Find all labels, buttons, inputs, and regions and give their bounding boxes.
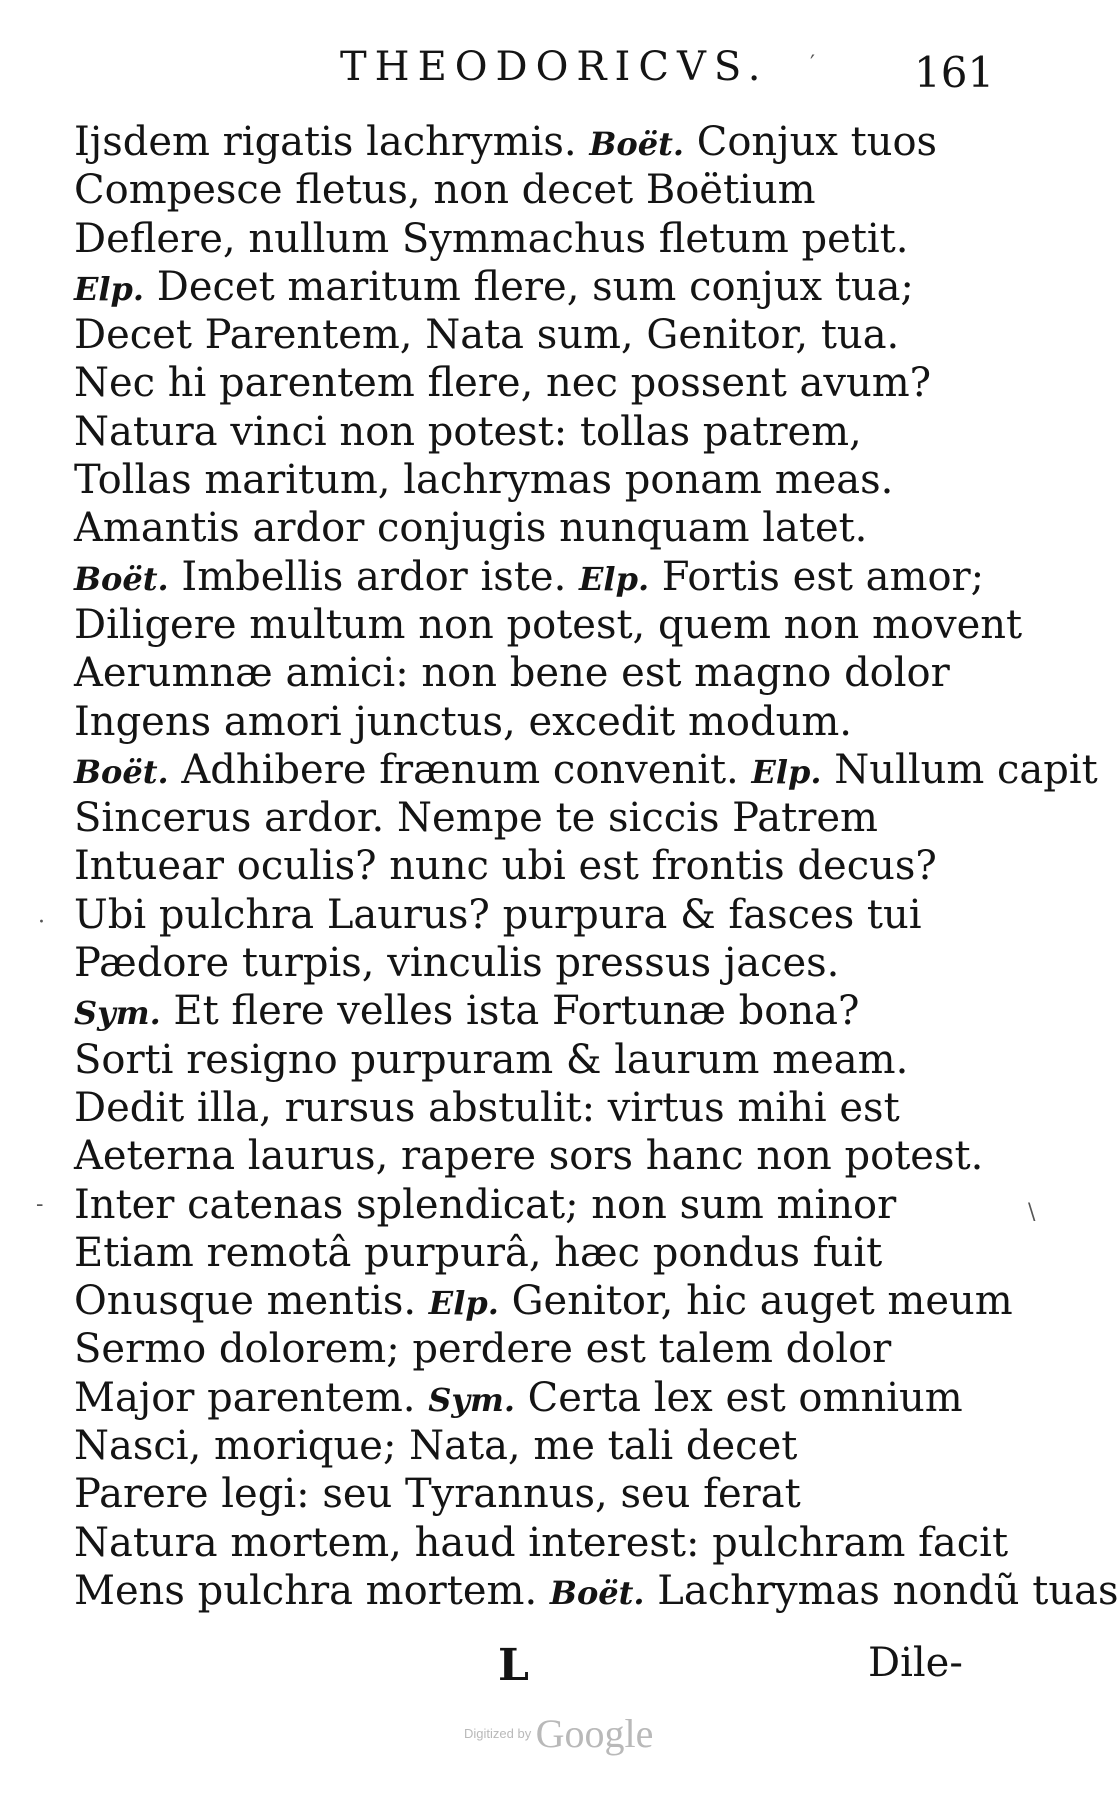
watermark-prefix: Digitized by (464, 1726, 532, 1741)
verse-segment: Dedit illa, rursus abstulit: virtus mihi est (74, 1084, 900, 1131)
verse-segment: Parere legi: seu Tyrannus, seu ferat (74, 1471, 801, 1518)
speaker-label: Sym. (74, 994, 161, 1033)
speaker-label: Sym. (428, 1380, 515, 1419)
speaker-label: Boët. (74, 752, 169, 791)
verse-segment: Genitor, hic auget meum (498, 1278, 1013, 1325)
verse-segment: Diligere multum non potest, quem non movent (74, 601, 1023, 648)
verse-line (74, 891, 1074, 939)
verse-segment: Deflere, nullum Symmachus fletum petit. (74, 215, 909, 262)
verse-segment: Sincerus ardor. Nempe te siccis Patrem (74, 795, 878, 842)
verse-segment: Fortis est amor; (649, 553, 985, 600)
running-head: THEODORICVS. (340, 44, 769, 90)
verse-line (74, 939, 1074, 987)
verse-line (74, 987, 1074, 1035)
verse-segment: Major parentem. (74, 1374, 429, 1421)
verse-line (74, 1422, 1074, 1470)
verse-line (74, 1325, 1074, 1373)
verse-segment: Conjux tuos (684, 119, 938, 165)
verse-segment: Nullum capit (821, 746, 1098, 793)
stray-mark: \ (1028, 1200, 1036, 1225)
verse-segment: Et flere velles ista Fortunæ bona? (160, 988, 860, 1035)
digitization-watermark (464, 1710, 653, 1757)
verse-segment: Mens pulchra mortem. (74, 1567, 550, 1614)
verse-line (74, 1181, 1074, 1229)
stray-mark: · (38, 910, 45, 935)
verse-segment: Ubi pulchra Laurus? purpura & fasces tui (74, 891, 922, 938)
verse-line (74, 311, 1074, 359)
verse-line (74, 1374, 1074, 1422)
verse-segment: Decet Parentem, Nata sum, Genitor, tua. (74, 312, 900, 359)
verse-line (74, 746, 1098, 794)
speaker-label: Boët. (549, 1573, 645, 1612)
verse-segment: Nec hi parentem flere, nec possent avum? (74, 360, 932, 407)
verse-segment: Tollas maritum, lachrymas ponam meas. (74, 457, 894, 504)
verse-line (74, 842, 1074, 890)
verse-segment: Nasci, morique; Nata, me tali decet (74, 1423, 798, 1470)
stray-mark: - (36, 1192, 44, 1217)
verse-line (74, 408, 1074, 456)
verse-segment: Onusque mentis. (74, 1278, 429, 1325)
verse-segment: Compesce fletus, non decet Boëtium (74, 167, 816, 214)
verse-line (74, 1567, 1118, 1615)
verse-line (74, 263, 1074, 311)
watermark-brand: Google (535, 1711, 654, 1756)
verse-segment: Aeterna laurus, rapere sors hanc non potest. (74, 1133, 984, 1180)
signature-mark: L (498, 1640, 529, 1691)
verse-segment: Lachrymas nondũ tuas (644, 1567, 1118, 1614)
speaker-label: Elp. (751, 752, 822, 791)
verse-line (74, 1519, 1074, 1567)
verse-segment: Ingens amori junctus, excedit modum. (74, 698, 852, 745)
verse-line (74, 456, 1074, 504)
verse-segment: Natura vinci non potest: tollas patrem, (74, 408, 862, 455)
verse-line (74, 166, 1074, 214)
verse-segment: Aerumnæ amici: non bene est magno dolor (74, 650, 950, 697)
verse-segment: Natura mortem, haud interest: pulchram facit (74, 1519, 1009, 1566)
verse-line (74, 601, 1074, 649)
verse-line (74, 1470, 1074, 1518)
verse-segment: Etiam remotâ purpurâ, hæc pondus fuit (74, 1229, 883, 1276)
verse-line (74, 649, 1074, 697)
page-number: 161 (914, 48, 995, 97)
verse-line (74, 698, 1074, 746)
speaker-label: Elp. (74, 269, 145, 308)
speaker-label: Boët. (589, 125, 685, 163)
stray-mark: ′ (810, 52, 815, 77)
verse-segment: Inter catenas splendicat; non sum minor (74, 1181, 897, 1228)
verse-line (74, 118, 1074, 166)
verse-segment: Sorti resigno purpuram & laurum meam. (74, 1036, 909, 1083)
verse-line (74, 359, 1074, 407)
verse-segment: Pædore turpis, vinculis pressus jaces. (74, 940, 840, 987)
verse-line (74, 1229, 1074, 1277)
verse-segment: Intuear oculis? nunc ubi est frontis decus? (74, 843, 937, 890)
verse-text (74, 118, 1118, 1615)
speaker-label: Elp. (579, 559, 650, 598)
verse-line (74, 1084, 1074, 1132)
verse-segment: Ijsdem rigatis lachrymis. (74, 119, 590, 165)
verse-segment: Adhibere frænum convenit. (168, 746, 752, 793)
verse-line (74, 1277, 1074, 1325)
verse-segment: Sermo dolorem; perdere est talem dolor (74, 1326, 892, 1373)
verse-line (74, 1132, 1074, 1180)
verse-segment: Certa lex est omnium (514, 1374, 963, 1421)
verse-segment: Amantis ardor conjugis nunquam latet. (74, 505, 868, 552)
verse-line (74, 504, 1074, 552)
verse-line (74, 553, 1074, 601)
verse-line (74, 794, 1074, 842)
speaker-label: Elp. (428, 1284, 499, 1323)
speaker-label: Boët. (74, 559, 169, 598)
catchword: Dile- (868, 1640, 963, 1686)
verse-segment: Imbellis ardor iste. (168, 553, 580, 600)
verse-segment: Decet maritum flere, sum conjux tua; (144, 263, 914, 310)
verse-line (74, 215, 1074, 263)
verse-line (74, 1036, 1074, 1084)
